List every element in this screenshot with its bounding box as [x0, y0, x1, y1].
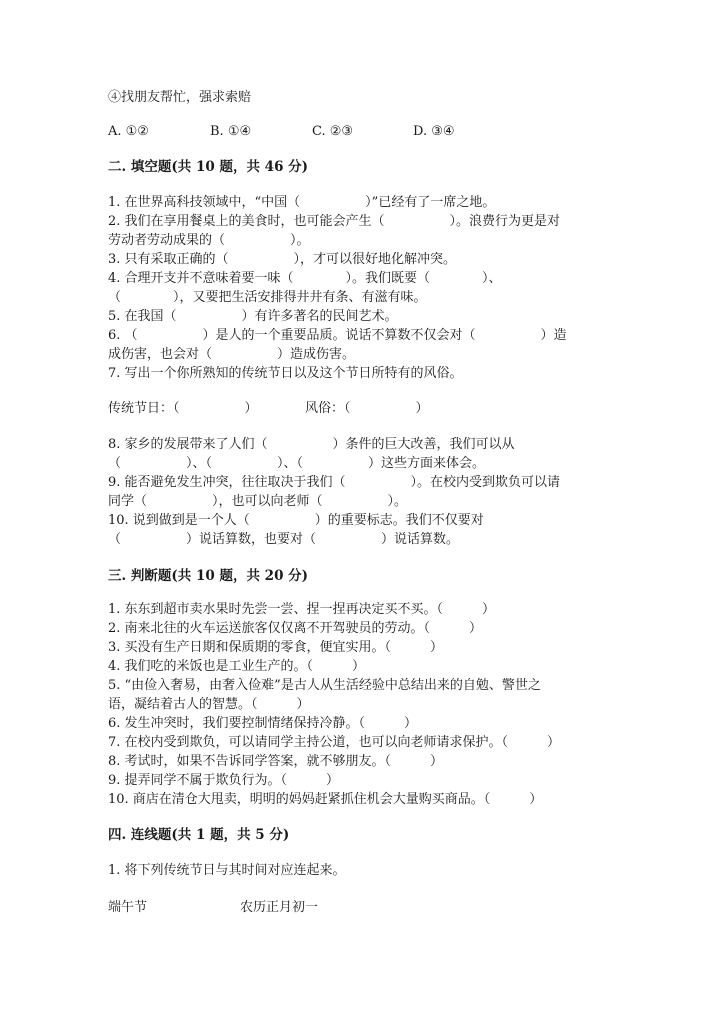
question-line: 3. 买没有生产日期和保质期的零食，便宜实用。（ ）: [108, 640, 444, 655]
question-line: 成伤害，也会对（ ）造成伤害。: [108, 347, 356, 362]
question-line: 8. 家乡的发展带来了人们（ ）条件的巨大改善，我们可以从: [108, 437, 515, 452]
question-line: 4. 合理开支并不意味着要一味（ ）。我们既要（ ）、: [108, 271, 502, 286]
festival-blank: 传统节日：（ ）: [108, 401, 258, 416]
question-line: 9. 提弄同学不属于欺负行为。（ ）: [108, 773, 340, 788]
option-c: C. ②③: [312, 124, 354, 139]
question-line: 7. 写出一个你所熟知的传统节日以及这个节日所特有的风俗。: [108, 366, 463, 381]
option-a: A. ①②: [108, 124, 149, 139]
festival-item[interactable]: 端午节: [108, 900, 148, 915]
matching-instruction: 1. 将下列传统节日与其时间对应连起来。: [108, 863, 346, 878]
question-line: 5. “由俭入奢易，由奢入俭难”是古人从生活经验中总结出来的自勉、警世之: [108, 678, 541, 693]
question-line: 同学（ ），也可以向老师（ ）。: [108, 494, 408, 509]
question-line: 10. 商店在清仓大甩卖，明明的妈妈赶紧抓住机会大量购买商品。（ ）: [108, 792, 543, 807]
question-line: 3. 只有采取正确的（ ），才可以很好地化解冲突。: [108, 252, 457, 267]
question-line: 5. 在我国（ ）有许多著名的民间艺术。: [108, 309, 398, 324]
question-line: 8. 考试时，如果不告诉同学答案，就不够朋友。（ ）: [108, 754, 444, 769]
option-b: B. ①④: [210, 124, 252, 139]
question-line: 9. 能否避免发生冲突，往往取决于我们（ ）。在校内受到欺负可以请: [108, 475, 561, 490]
question-line: （ ），又要把生活安排得井井有条、有滋有味。: [108, 290, 427, 305]
section-heading-matching: 四. 连线题(共 1 题，共 5 分): [108, 827, 290, 843]
option-d: D. ③④: [413, 124, 455, 139]
question-line: 1. 在世界高科技领域中，“中国（ ）”已经有了一席之地。: [108, 195, 496, 210]
question-line: 7. 在校内受到欺负，可以请同学主持公道，也可以向老师请求保护。（ ）: [108, 735, 561, 750]
question-line: 2. 我们在享用餐桌上的美食时，也可能会产生（ ）。浪费行为更是对: [108, 214, 561, 229]
question-line: 1. 东东到超市卖水果时先尝一尝、捏一捏再决定买不买。（ ）: [108, 602, 496, 617]
question-line: 10. 说到做到是一个人（ ）的重要标志。我们不仅要对: [108, 513, 484, 528]
question-line: 4. 我们吃的米饭也是工业生产的。（ ）: [108, 659, 366, 674]
custom-blank: 风俗：（ ）: [305, 401, 429, 416]
question-option-4: ④找朋友帮忙，强求索赔: [108, 90, 252, 105]
question-line: （ ）说话算数，也要对（ ）说话算数。: [108, 532, 460, 547]
section-heading-true-false: 三. 判断题(共 10 题，共 20 分): [108, 568, 309, 584]
date-item[interactable]: 农历正月初一: [240, 900, 319, 915]
section-heading-fill-in: 二. 填空题(共 10 题，共 46 分): [108, 159, 309, 175]
question-line: 2. 南来北往的火车运送旅客仅仅离不开驾驶员的劳动。（ ）: [108, 621, 483, 636]
question-line: 6. （ ）是人的一个重要品质。说话不算数不仅会对（ ）造: [108, 328, 567, 343]
question-line: （ ）、（ ）、（ ）这些方面来体会。: [108, 456, 486, 471]
question-line: 语，凝结着古人的智慧。（ ）: [108, 697, 310, 712]
question-line: 6. 发生冲突时，我们要控制情绪保持冷静。（ ）: [108, 716, 418, 731]
question-line: 劳动者劳动成果的（ ）。: [108, 233, 310, 248]
